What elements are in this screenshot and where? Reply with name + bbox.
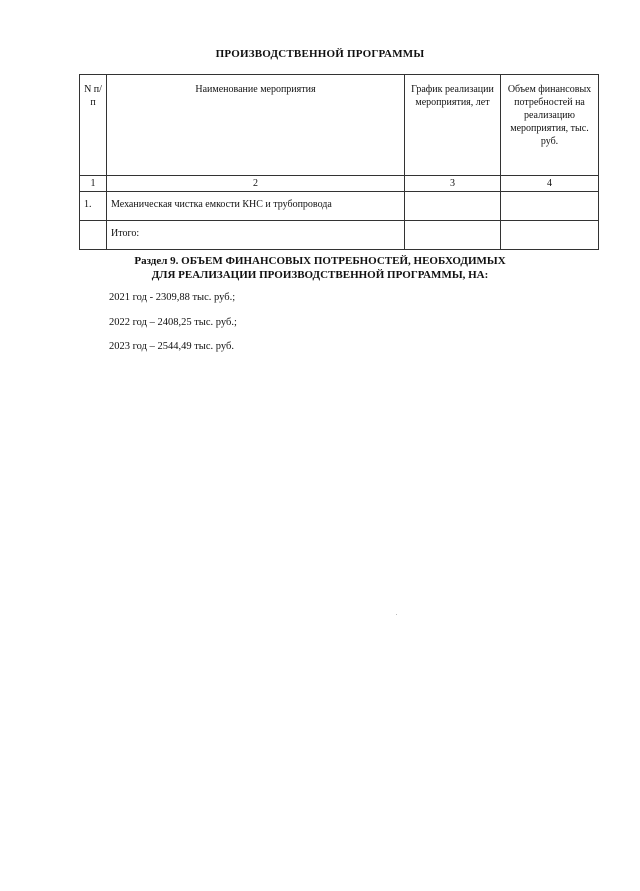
section-heading [0, 254, 640, 282]
row-schedule [405, 192, 501, 221]
row-name: Механическая чистка емкости КНС и трубопровода [107, 192, 405, 221]
column-number-1: 1 [80, 176, 107, 192]
table-row [80, 192, 599, 221]
row-schedule [405, 221, 501, 250]
section-title-line-1: Раздел 9. ОБЪЕМ ФИНАНСОВЫХ ПОТРЕБНОСТЕЙ, НЕОБХОДИМЫХ [134, 255, 506, 267]
funding-item-2022: 2022 год – 2408,25 тыс. руб.; [109, 317, 237, 328]
row-volume [501, 221, 599, 250]
table-total-row [80, 221, 599, 250]
funding-item-2023: 2023 год – 2544,49 тыс. руб. [109, 341, 234, 352]
header-schedule: График реализации мероприятия, лет [405, 75, 501, 176]
header-number: N п/п [80, 75, 107, 176]
scan-speck [396, 614, 397, 615]
table-header-row [80, 75, 599, 176]
program-table [79, 74, 599, 250]
header-name: Наименование мероприятия [107, 75, 405, 176]
row-number: 1. [80, 192, 107, 221]
row-number [80, 221, 107, 250]
column-number-2: 2 [107, 176, 405, 192]
column-number-4: 4 [501, 176, 599, 192]
header-volume: Объем финансовых потребностей на реализацию мероприятия, тыс. руб. [501, 75, 599, 176]
row-name: Итого: [107, 221, 405, 250]
table-index-row [80, 176, 599, 192]
row-volume [501, 192, 599, 221]
funding-item-2021: 2021 год - 2309,88 тыс. руб.; [109, 292, 236, 303]
column-number-3: 3 [405, 176, 501, 192]
page-heading: ПРОИЗВОДСТВЕННОЙ ПРОГРАММЫ [215, 48, 425, 60]
section-title-line-2: ДЛЯ РЕАЛИЗАЦИИ ПРОИЗВОДСТВЕННОЙ ПРОГРАММЫ, НА: [151, 269, 489, 281]
